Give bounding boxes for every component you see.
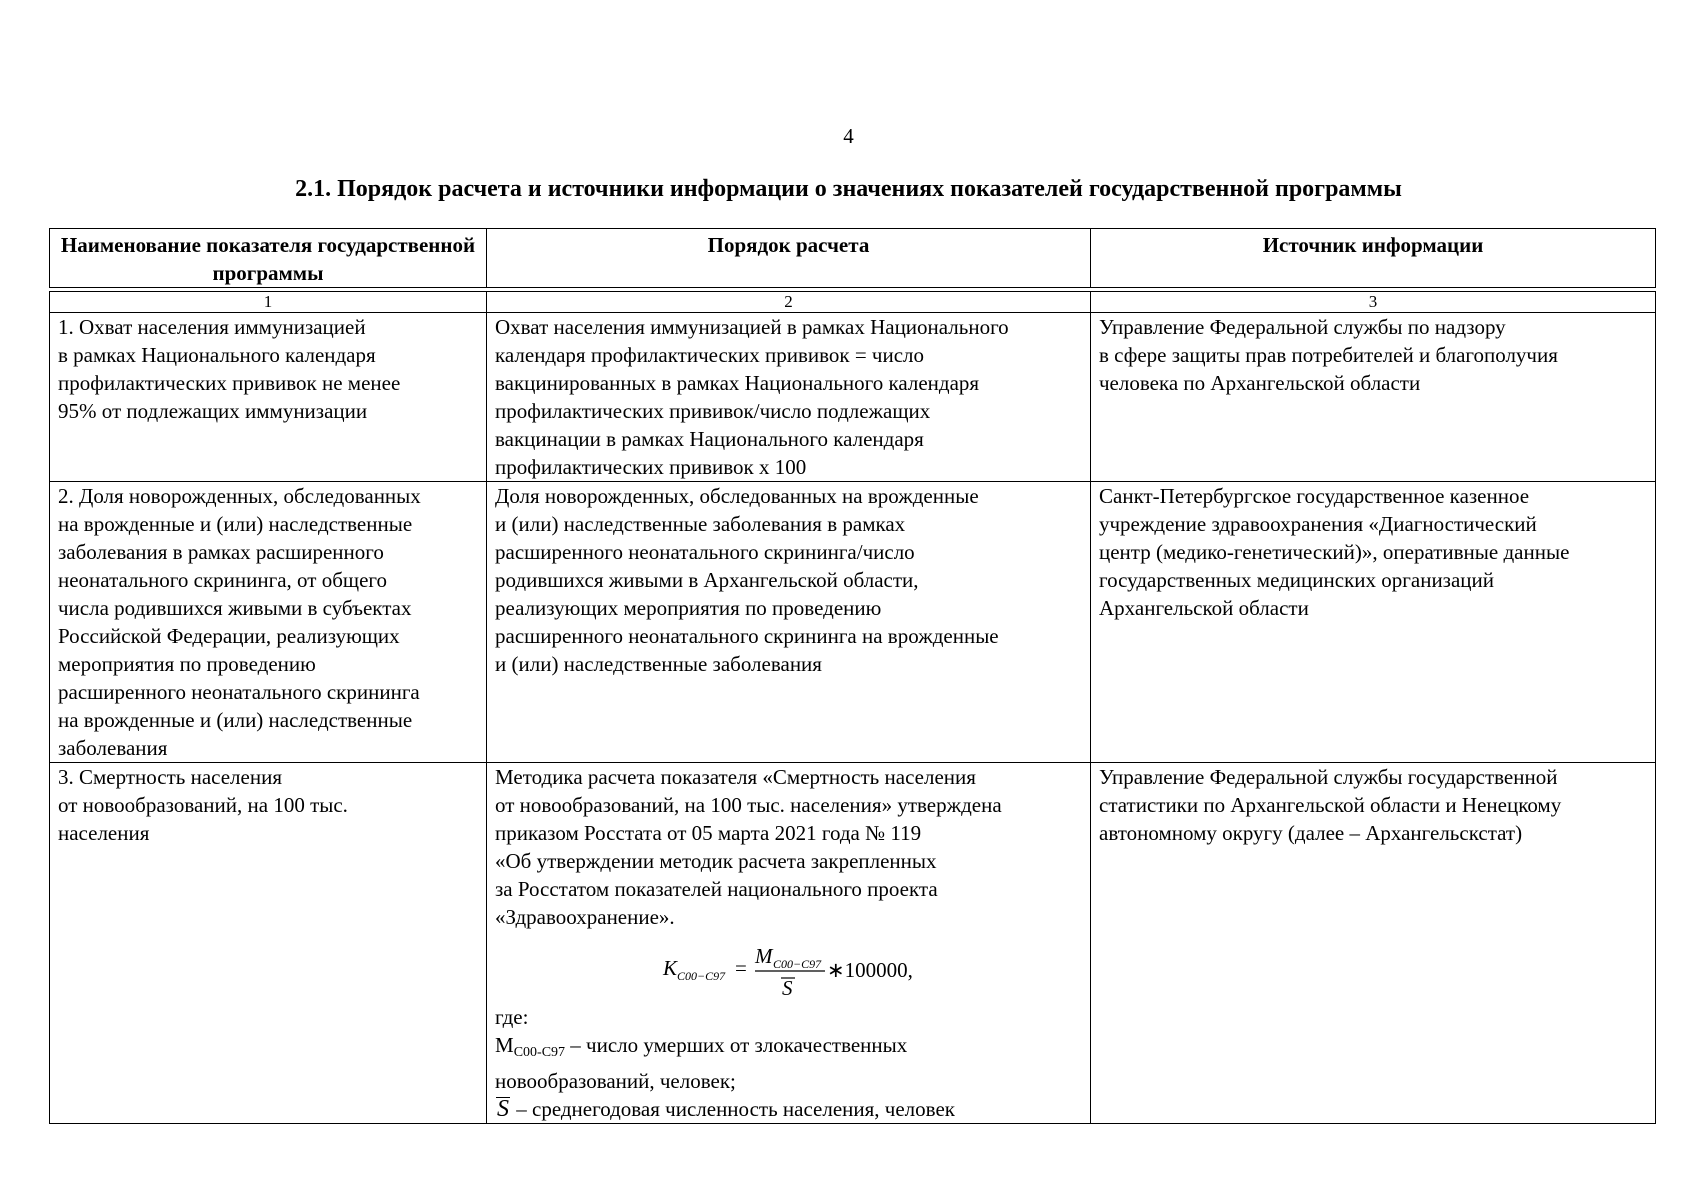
calculation-line: «Здравоохранение». xyxy=(495,905,675,929)
column-number: 1 xyxy=(50,292,487,313)
formula-numerator: M xyxy=(754,944,772,968)
indicator-line: 2. Доля новорожденных, обследованных xyxy=(58,484,421,508)
source-cell xyxy=(1091,763,1656,1124)
indicator-cell xyxy=(50,763,487,1124)
table-row xyxy=(50,313,1656,482)
source-line: Санкт-Петербургское государственное казенное xyxy=(1099,484,1530,508)
definition-text: – среднегодовая численность населения, человек xyxy=(511,1097,955,1121)
calculation-line: Охват населения иммунизацией в рамках Национального xyxy=(495,315,1009,339)
source-line: государственных медицинских организаций xyxy=(1099,568,1495,592)
definition-text: новообразований, человек; xyxy=(495,1069,736,1093)
indicators-table xyxy=(49,228,1656,1124)
indicator-line: в рамках Национального календаря xyxy=(58,343,376,367)
page-number: 4 xyxy=(843,124,854,148)
mortality-formula xyxy=(495,941,1082,997)
calculation-line: родившихся живыми в Архангельской области, xyxy=(495,568,919,592)
indicator-line: на врожденные и (или) наследственные xyxy=(58,512,413,536)
definition-line xyxy=(495,1095,1082,1123)
source-line: человека по Архангельской области xyxy=(1099,371,1421,395)
calculation-cell xyxy=(487,482,1091,763)
source-cell xyxy=(1091,313,1656,482)
indicator-line: на врожденные и (или) наследственные xyxy=(58,708,413,732)
calculation-line: от новообразований, на 100 тыс. населения» утверждена xyxy=(495,793,1002,817)
indicator-line: Российской Федерации, реализующих xyxy=(58,624,400,648)
indicator-line: от новообразований, на 100 тыс. xyxy=(58,793,348,817)
indicator-line: 3. Смертность населения xyxy=(58,765,282,789)
column-number-row xyxy=(50,292,1656,313)
formula-graphic xyxy=(659,941,919,997)
formula-lhs-subscript: C00−C97 xyxy=(676,969,725,983)
source-line: автономному округу (далее – Архангельскстат) xyxy=(1099,821,1523,845)
indicator-line: числа родившихся живыми в субъектах xyxy=(58,596,412,620)
table-header-row xyxy=(50,229,1656,288)
source-line: Архангельской области xyxy=(1099,596,1309,620)
source-line: Управление Федеральной службы по надзору xyxy=(1099,315,1506,339)
column-number: 3 xyxy=(1091,292,1656,313)
definition-symbol-subscript: C00-C97 xyxy=(513,1045,566,1060)
indicator-cell xyxy=(50,313,487,482)
table-row xyxy=(50,482,1656,763)
calculation-line: календаря профилактических прививок = число xyxy=(495,343,925,367)
header-source: Источник информации xyxy=(1091,229,1656,288)
calculation-cell xyxy=(487,763,1091,1124)
source-line: центр (медико-генетический)», оперативные данные xyxy=(1099,540,1570,564)
calculation-line: и (или) наследственные заболевания xyxy=(495,652,822,676)
definition-line xyxy=(495,1067,1082,1095)
where-label: где: xyxy=(495,1005,529,1029)
calculation-line: вакцинированных в рамках Национального календаря xyxy=(495,371,980,395)
calculation-line: профилактических прививок x 100 xyxy=(495,455,807,479)
calculation-line: Методика расчета показателя «Смертность населения xyxy=(495,765,976,789)
formula-denominator: S xyxy=(781,976,792,997)
calculation-line: «Об утверждении методик расчета закрепленных xyxy=(495,849,937,873)
source-cell xyxy=(1091,482,1656,763)
table-row xyxy=(50,763,1656,1124)
definition-text: – число умерших от злокачественных xyxy=(565,1033,908,1057)
indicator-line: заболевания xyxy=(58,736,168,760)
indicator-line: 95% от подлежащих иммунизации xyxy=(58,399,368,423)
calculation-line: и (или) наследственные заболевания в рамках xyxy=(495,512,906,536)
formula-lhs: K xyxy=(662,956,677,980)
calculation-cell xyxy=(487,313,1091,482)
formula-equals: = xyxy=(734,956,747,980)
indicator-line: мероприятия по проведению xyxy=(58,652,316,676)
source-line: Управление Федеральной службы государственной xyxy=(1099,765,1558,789)
calculation-line: вакцинации в рамках Национального календаря xyxy=(495,427,924,451)
indicator-cell xyxy=(50,482,487,763)
indicator-line: 1. Охват населения иммунизацией xyxy=(58,315,366,339)
calculation-line: за Росстатом показателей национального проекта xyxy=(495,877,938,901)
header-calculation: Порядок расчета xyxy=(487,229,1091,288)
source-line: статистики по Архангельской области и Ненецкому xyxy=(1099,793,1562,817)
definition-symbol: M xyxy=(495,1033,514,1057)
indicator-line: неонатального скрининга, от общего xyxy=(58,568,387,592)
calculation-line: расширенного неонатального скрининга на врожденные xyxy=(495,624,999,648)
section-heading: 2.1. Порядок расчета и источники информации о значениях показателей государственной программы xyxy=(295,176,1402,202)
indicator-line: профилактических прививок не менее xyxy=(58,371,401,395)
calculation-line: профилактических прививок/число подлежащих xyxy=(495,399,931,423)
calculation-line: приказом Росстата от 05 марта 2021 года № 119 xyxy=(495,821,922,845)
calculation-line: расширенного неонатального скрининга/число xyxy=(495,540,915,564)
indicator-line: заболевания в рамках расширенного xyxy=(58,540,384,564)
calculation-line: реализующих мероприятия по проведению xyxy=(495,596,882,620)
source-line: учреждение здравоохранения «Диагностический xyxy=(1099,512,1537,536)
definition-line xyxy=(495,1031,1082,1067)
source-line: в сфере защиты прав потребителей и благополучия xyxy=(1099,343,1558,367)
formula-numerator-subscript: C00−C97 xyxy=(772,957,821,971)
calculation-line: Доля новорожденных, обследованных на врожденные xyxy=(495,484,979,508)
formula-rhs: ∗100000, xyxy=(826,958,913,982)
column-number: 2 xyxy=(487,292,1091,313)
indicator-line: расширенного неонатального скрининга xyxy=(58,680,420,704)
header-indicator-name: Наименование показателя государственной программы xyxy=(50,229,487,288)
indicator-line: населения xyxy=(58,821,150,845)
definition-symbol-mean: S xyxy=(497,1096,509,1122)
